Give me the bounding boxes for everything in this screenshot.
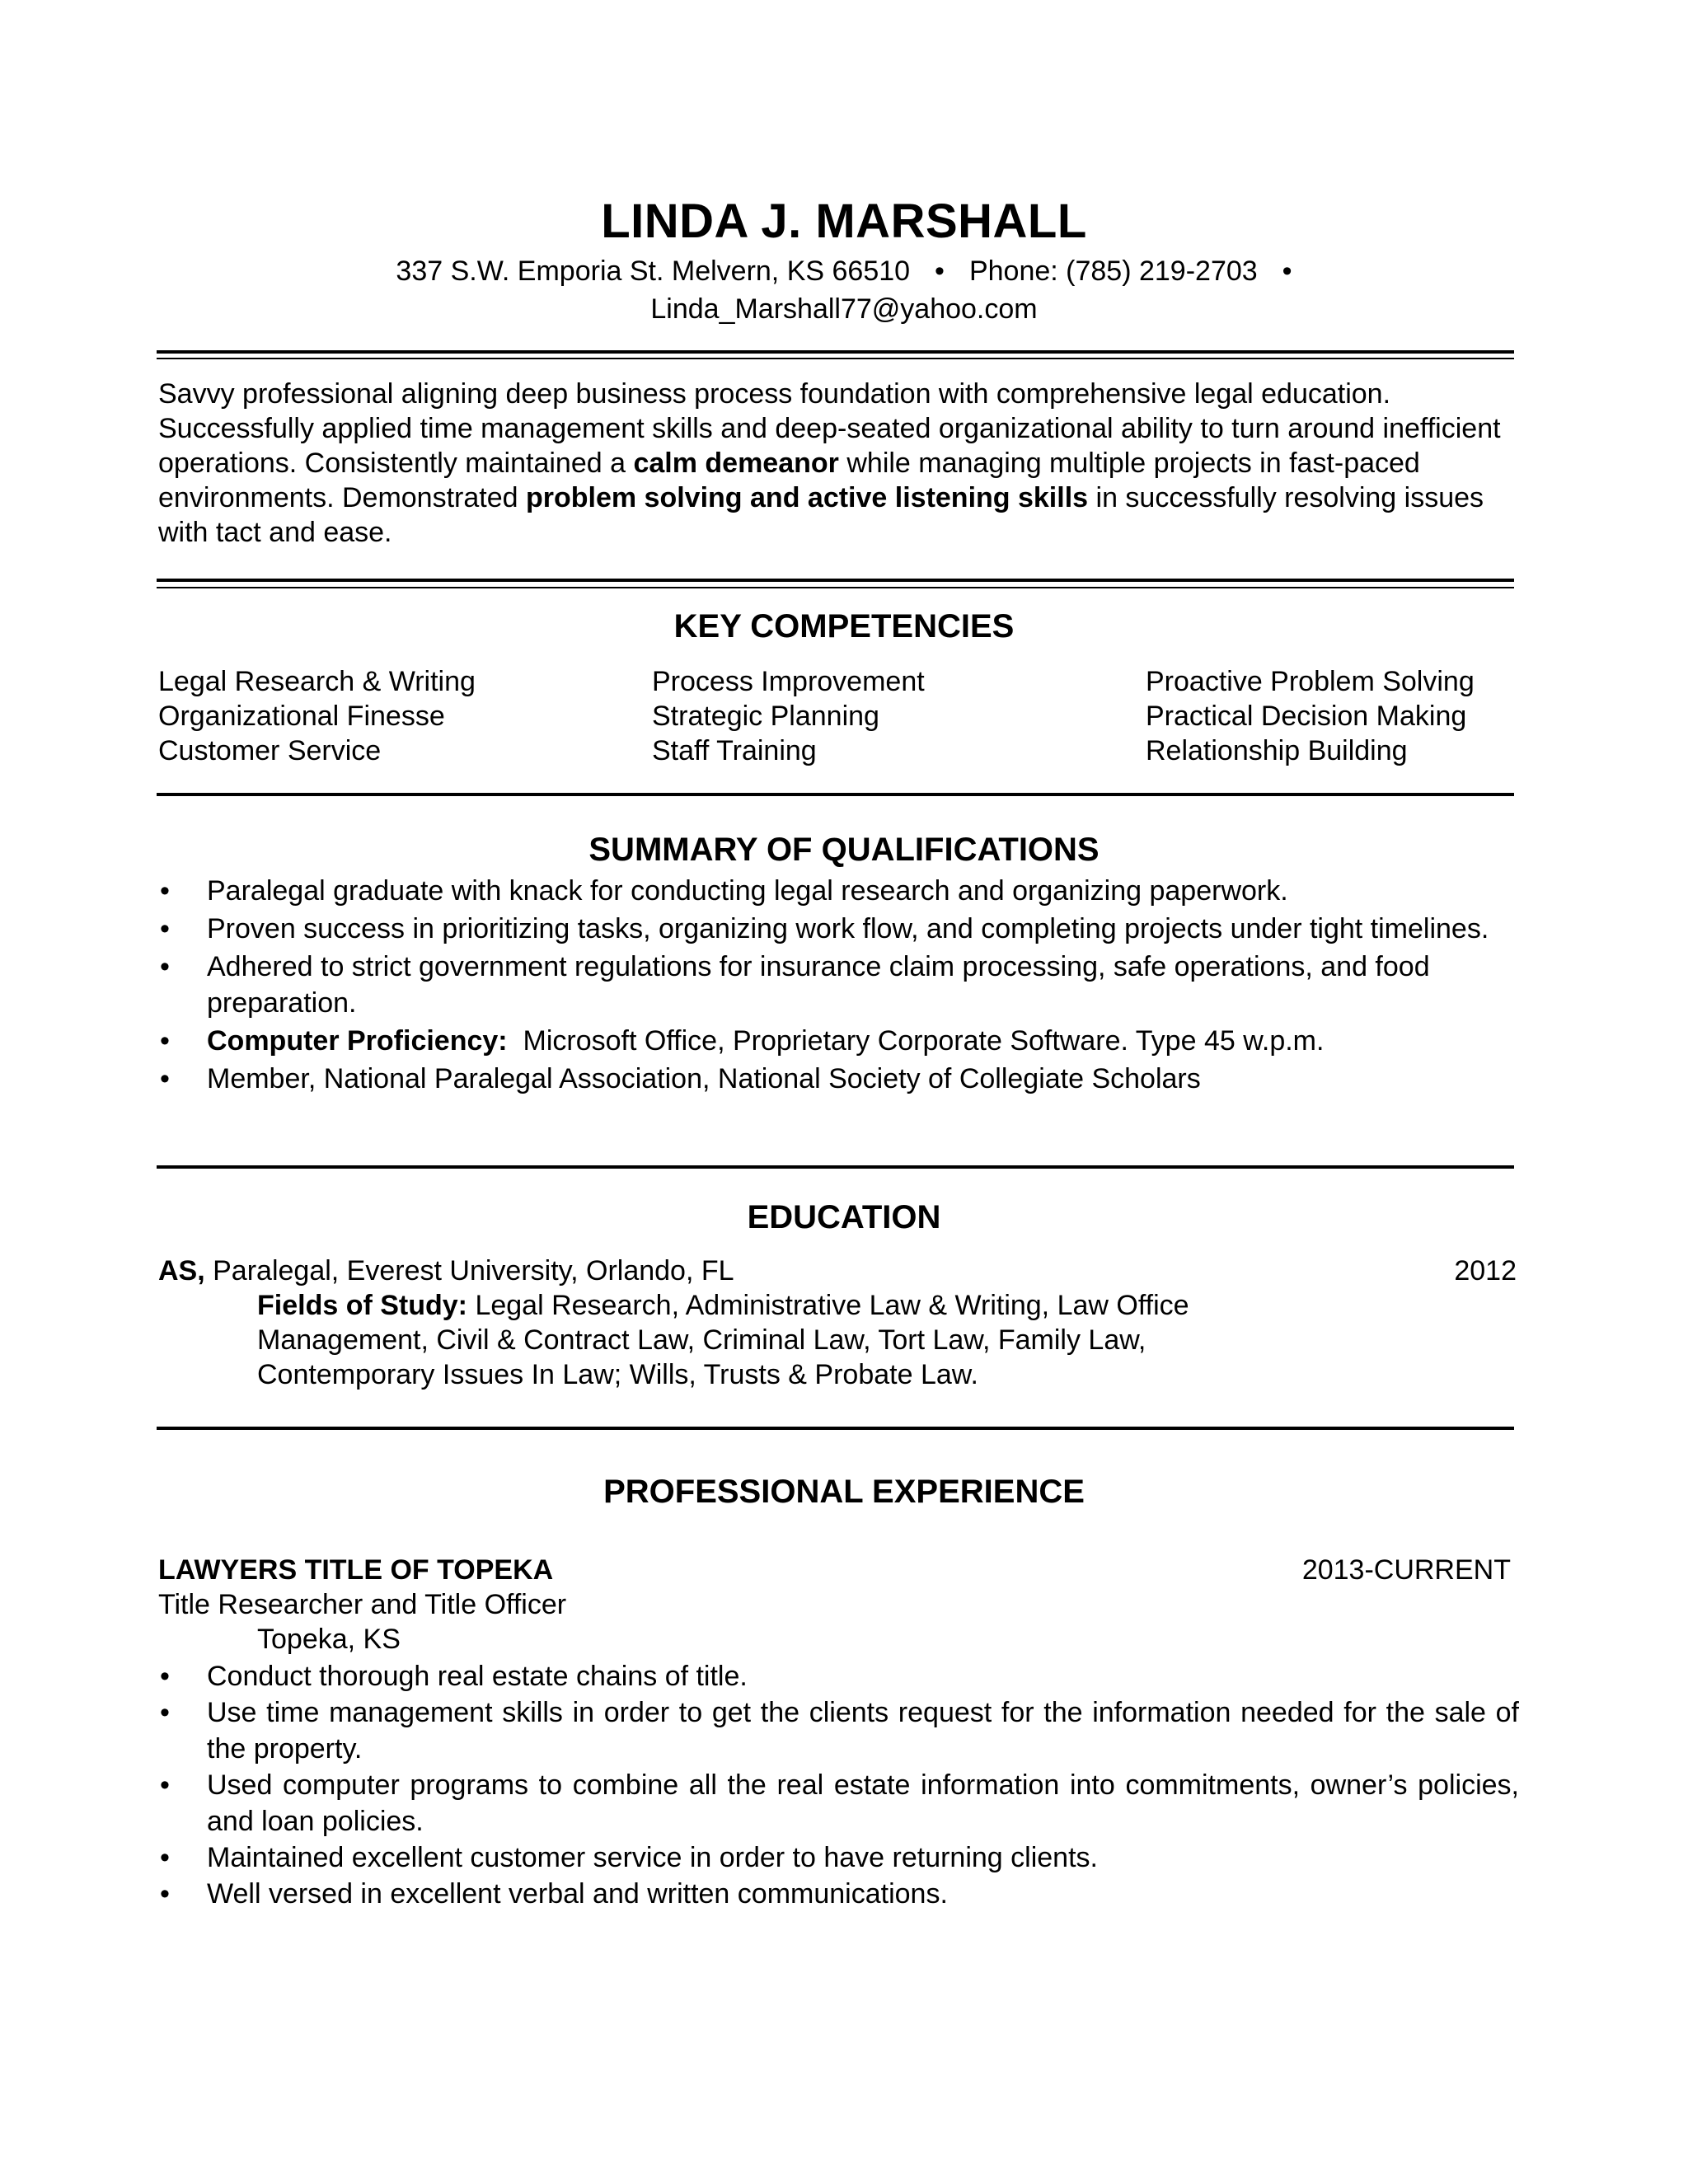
- list-item: [157, 1876, 1519, 1912]
- candidate-name: LINDA J. MARSHALL: [601, 194, 1087, 248]
- divider: [157, 350, 1514, 354]
- bullet-dot: •: [160, 1025, 170, 1057]
- section-heading-competencies: KEY COMPETENCIES: [673, 608, 1015, 644]
- list-item: [157, 1767, 1519, 1840]
- list-item-text: Proven success in prioritizing tasks, organizing work flow, and completing projects under tight timelines.: [207, 913, 1489, 944]
- competency-item: Process Improvement: [652, 666, 925, 697]
- experience-list: [157, 1658, 1519, 1912]
- summary-text: in successfully resolving issues with tact and ease.: [158, 482, 1484, 548]
- list-item: [157, 1694, 1519, 1767]
- email: Linda_Marshall77@yahoo.com: [650, 293, 1038, 325]
- summary-bold: problem solving and active listening skills: [525, 482, 1089, 513]
- section-heading-qualifications: SUMMARY OF QUALIFICATIONS: [588, 832, 1100, 868]
- divider: [157, 587, 1514, 588]
- competency-item: Proactive Problem Solving: [1146, 666, 1475, 697]
- divider: [157, 1427, 1514, 1430]
- separator-dot: •: [935, 255, 945, 287]
- fields-label: Fields of Study:: [257, 1290, 467, 1321]
- list-item-text: Microsoft Office, Proprietary Corporate Software. Type 45 w.p.m.: [523, 1025, 1325, 1057]
- list-item-text: Use time management skills in order to get the clients request for the information needed for the sale of the property.: [207, 1697, 1519, 1765]
- education-year: 2012: [1454, 1255, 1517, 1286]
- fields-of-study: [257, 1288, 1296, 1392]
- list-item-text: Adhered to strict government regulations for insurance claim processing, safe operations, and food preparation.: [207, 951, 1430, 1019]
- separator-dot: •: [1282, 255, 1292, 287]
- qualifications-list: [157, 873, 1525, 1099]
- competency-item: Strategic Planning: [652, 701, 879, 732]
- phone: Phone: (785) 219-2703: [968, 255, 1258, 287]
- degree: AS,: [158, 1255, 205, 1286]
- education-degree: [158, 1254, 734, 1288]
- summary-bold: calm demeanor: [633, 448, 839, 479]
- divider: [157, 579, 1514, 582]
- computer-proficiency-label: Computer Proficiency:: [207, 1025, 508, 1057]
- divider: [157, 1165, 1514, 1169]
- list-item-text: Used computer programs to combine all the real estate information into commitments, owner’s policies, and loan policies.: [207, 1769, 1519, 1837]
- competency-item: Legal Research & Writing: [158, 666, 476, 697]
- list-item: [157, 949, 1525, 1021]
- address: 337 S.W. Emporia St. Melvern, KS 66510: [396, 255, 911, 287]
- bullet-dot: •: [160, 1842, 170, 1873]
- list-item-text: Conduct thorough real estate chains of title.: [207, 1661, 748, 1692]
- divider: [157, 358, 1514, 359]
- job-location: Topeka, KS: [257, 1624, 401, 1655]
- section-heading-experience: PROFESSIONAL EXPERIENCE: [603, 1474, 1085, 1510]
- bullet-dot: •: [160, 1063, 170, 1094]
- summary-text: while managing multiple projects in fast-paced environments. Demonstrated: [158, 448, 1420, 513]
- competency-item: Relationship Building: [1146, 735, 1408, 766]
- section-heading-education: EDUCATION: [747, 1199, 941, 1235]
- company-name: LAWYERS TITLE OF TOPEKA: [158, 1554, 554, 1586]
- list-item-text: Member, National Paralegal Association, National Society of Collegiate Scholars: [207, 1063, 1201, 1094]
- list-item: [157, 873, 1525, 909]
- employment-dates: 2013-CURRENT: [1301, 1554, 1511, 1586]
- job-title: Title Researcher and Title Officer: [158, 1589, 567, 1620]
- bullet-dot: •: [160, 875, 170, 907]
- list-item: [157, 1658, 1519, 1694]
- competency-item: Practical Decision Making: [1146, 701, 1467, 732]
- bullet-dot: •: [160, 1661, 170, 1692]
- list-item-text: Maintained excellent customer service in order to have returning clients.: [207, 1842, 1098, 1873]
- competency-column: [1146, 664, 1475, 768]
- bullet-dot: •: [160, 913, 170, 944]
- bullet-dot: •: [160, 1769, 170, 1801]
- competency-column: [652, 664, 925, 768]
- list-item-text: Paralegal graduate with knack for conducting legal research and organizing paperwork.: [207, 875, 1288, 907]
- school: Paralegal, Everest University, Orlando, FL: [204, 1255, 734, 1286]
- list-item-text: Well versed in excellent verbal and written communications.: [207, 1878, 948, 1910]
- list-item: [157, 1023, 1525, 1059]
- competency-item: Organizational Finesse: [158, 701, 445, 732]
- list-item: [157, 1840, 1519, 1876]
- competency-column: [158, 664, 476, 768]
- professional-summary: [158, 377, 1526, 550]
- contact-line: [0, 254, 1688, 288]
- competency-item: Customer Service: [158, 735, 382, 766]
- list-item: [157, 911, 1525, 947]
- bullet-dot: •: [160, 951, 170, 982]
- bullet-dot: •: [160, 1878, 170, 1910]
- list-item: [157, 1061, 1525, 1097]
- competency-item: Staff Training: [652, 735, 817, 766]
- summary-text: Savvy professional aligning deep business process foundation with comprehensive legal education. Successfully applied time management skills and deep-seated organizational ability to turn around inefficient operations. Consistently maintained a: [158, 378, 1501, 479]
- divider: [157, 793, 1514, 796]
- bullet-dot: •: [160, 1697, 170, 1728]
- fields-text: Legal Research, Administrative Law & Writing, Law Office Management, Civil & Contract Law, Criminal Law, Tort Law, Family Law, Contemporary Issues In Law; Wills, Trusts & Probate Law.: [257, 1290, 1189, 1390]
